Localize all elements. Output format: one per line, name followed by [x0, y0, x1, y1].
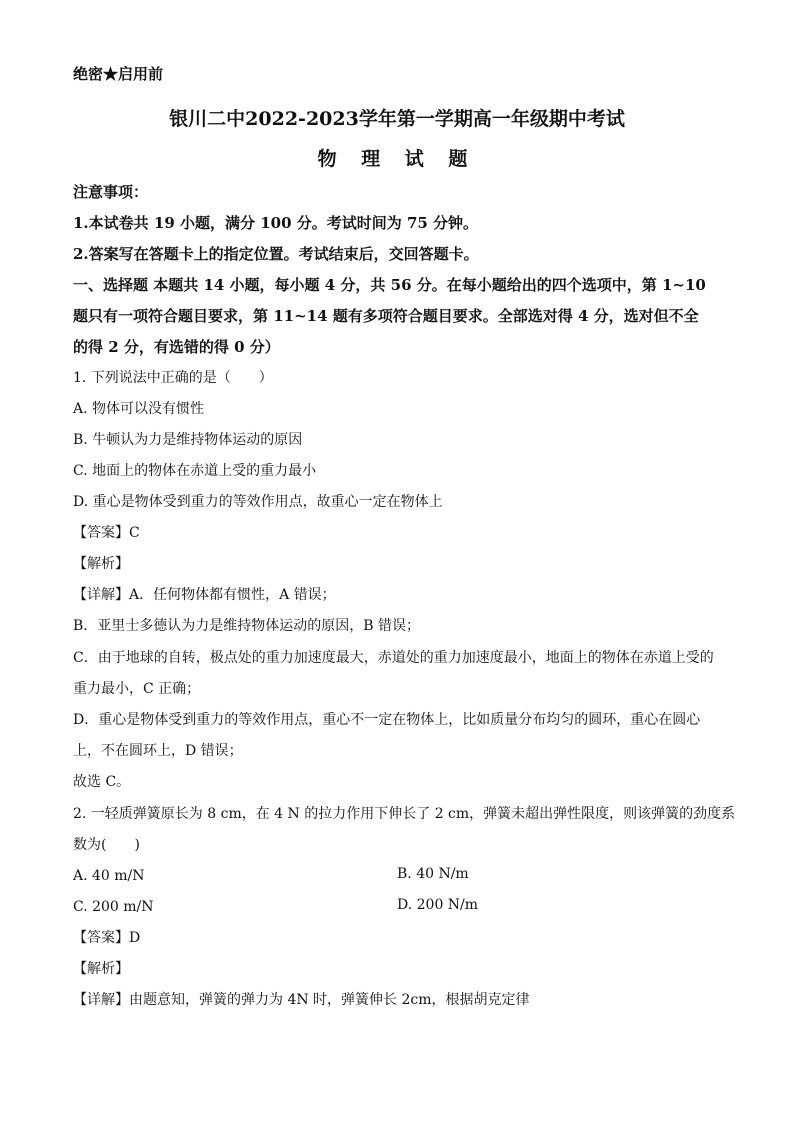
detail-line: 故选 C。	[73, 774, 131, 790]
question-stem: 1. 下列说法中正确的是（ ）	[73, 370, 273, 386]
detail-line: 【详解】由题意知，弹簧的弹力为 4N 时，弹簧伸长 2cm，根据胡克定律	[73, 992, 530, 1008]
answer-label: 【答案】D	[73, 930, 141, 946]
exam-subtitle: 物 理 试 题	[317, 148, 477, 170]
detail-line: 重力最小，C 正确；	[73, 681, 201, 697]
option-b: B. 牛顿认为力是维持物体运动的原因	[73, 432, 303, 448]
question-stem: 2. 一轻质弹簧原长为 8 cm，在 4 N 的拉力作用下伸长了 2 cm，弹簧未超出弹性限度，则该弹簧的劲度系	[73, 806, 736, 822]
answer-label: 【答案】C	[73, 525, 140, 541]
detail-line: 上，不在圆环上，D 错误；	[73, 743, 243, 759]
notice-heading: 注意事项：	[73, 183, 149, 201]
section-instruction: 的得 2 分，有选错的得 0 分）	[73, 338, 280, 356]
detail-line: 【详解】A．任何物体都有惯性，A 错误；	[73, 587, 336, 603]
option-c: C. 200 m/N	[73, 899, 154, 915]
detail-line: B．亚里士多德认为力是维持物体运动的原因，B 错误；	[73, 618, 421, 634]
option-d: D. 200 N/m	[397, 897, 479, 913]
notice-item: 2.答案写在答题卡上的指定位置。考试结束后，交回答题卡。	[73, 245, 479, 263]
confidential-mark: 绝密★启用前	[73, 65, 164, 83]
option-a: A. 物体可以没有惯性	[73, 401, 205, 417]
detail-line: C．由于地球的自转，极点处的重力加速度最大，赤道处的重力加速度最小，地面上的物体在赤道上受的	[73, 650, 714, 666]
option-a: A. 40 m/N	[73, 868, 145, 884]
section-instruction: 题只有一项符合题目要求，第 11~14 题有多项符合题目要求。全部选对得 4 分，选对但不全	[73, 307, 699, 325]
notice-item: 1.本试卷共 19 小题，满分 100 分。考试时间为 75 分钟。	[73, 214, 479, 232]
analysis-label: 【解析】	[73, 961, 129, 977]
option-b: B. 40 N/m	[397, 866, 469, 882]
section-instruction: 一、选择题 本题共 14 小题，每小题 4 分，共 56 分。在每小题给出的四个选项中，第 1~10	[73, 276, 706, 294]
analysis-label: 【解析】	[73, 556, 129, 572]
question-stem: 数为( )	[73, 837, 140, 853]
detail-line: D．重心是物体受到重力的等效作用点，重心不一定在物体上，比如质量分布均匀的圆环，重心在圆心	[73, 712, 701, 728]
option-c: C. 地面上的物体在赤道上受的重力最小	[73, 463, 317, 479]
option-d: D. 重心是物体受到重力的等效作用点，故重心一定在物体上	[73, 494, 443, 510]
exam-title: 银川二中2022-2023学年第一学期高一年级期中考试	[169, 108, 625, 130]
